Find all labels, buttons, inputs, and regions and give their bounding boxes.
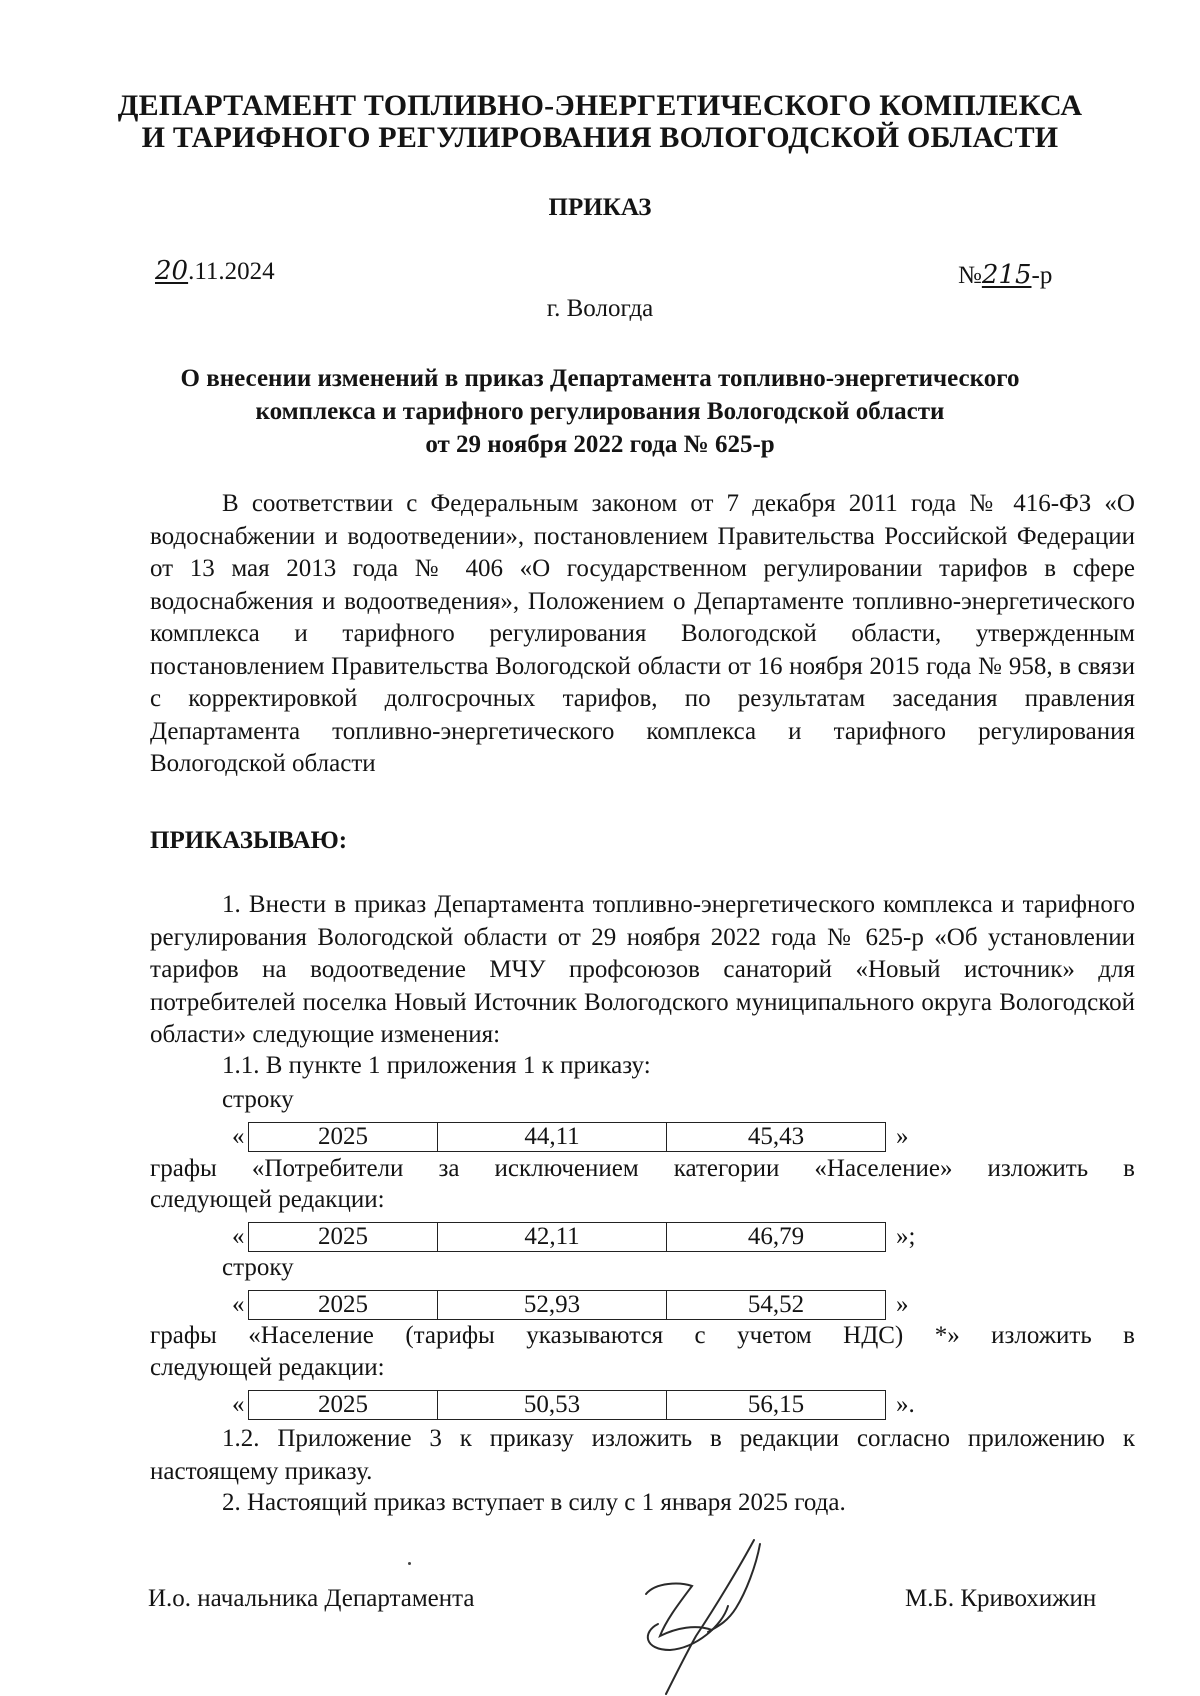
subject-line-2: комплекса и тарифного регулирования Вологодской области xyxy=(255,398,945,425)
cell-year: 2025 xyxy=(249,1391,438,1419)
stray-dot xyxy=(408,1562,411,1565)
cell-year: 2025 xyxy=(249,1291,438,1319)
header-line-2: И ТАРИФНОГО РЕГУЛИРОВАНИЯ ВОЛОГОДСКОЙ ОБЛАСТИ xyxy=(141,121,1059,154)
table-row xyxy=(232,1122,909,1152)
item-2: 2. Настоящий приказ вступает в силу с 1 января 2025 года. xyxy=(222,1489,846,1516)
close-quote: » xyxy=(896,1123,909,1150)
row-word-2: строку xyxy=(222,1254,294,1281)
city: г. Вологда xyxy=(546,295,654,322)
close-quote: »; xyxy=(896,1223,916,1250)
cell-value-1: 42,11 xyxy=(438,1223,667,1251)
order-number xyxy=(958,260,1052,290)
handwritten-signature xyxy=(636,1536,786,1696)
header-line-1: ДЕПАРТАМЕНТ ТОПЛИВНО-ЭНЕРГЕТИЧЕСКОГО КОМПЛЕКСА xyxy=(117,89,1083,122)
number-suffix: -р xyxy=(1031,262,1053,289)
cell-value-2: 46,79 xyxy=(747,1223,805,1250)
cell-value-1: 44,11 xyxy=(438,1123,667,1151)
cell-value-1: 52,93 xyxy=(438,1291,667,1319)
item-1-paragraph xyxy=(150,889,1135,1052)
department-header xyxy=(0,90,1200,154)
signatory-position: И.о. начальника Департамента xyxy=(148,1585,475,1612)
table-row xyxy=(232,1290,909,1320)
signatory-name: М.Б. Кривохижин xyxy=(905,1585,1097,1612)
row-word-1: строку xyxy=(222,1086,294,1113)
cell-value-2: 56,15 xyxy=(747,1391,805,1418)
table-row xyxy=(232,1222,915,1252)
next-edition-2: следующей редакции: xyxy=(150,1354,385,1381)
close-quote: » xyxy=(896,1291,909,1318)
cell-value-1: 50,53 xyxy=(438,1391,667,1419)
subject-line-1: О внесении изменений в приказ Департамента топливно-энергетического xyxy=(180,365,1020,392)
open-quote: « xyxy=(232,1291,245,1318)
preamble-text: В соответствии с Федеральным законом от 7 декабря 2011 года № 416-ФЗ «О водоснабжении и водоотведении», постановлением Правительства Российской Федерации от 13 мая 2013 года № 406 «О государственном регулировании тарифов в сфере водоснабжения и водоотведения», Положением о Департаменте топливно-энергетического комплекса и тарифного регулирования Вологодской области, утвержденным постановлением Правительства Вологодской области от 16 ноября 2015 года № 958, в связи с корректировкой долгосрочных тарифов, по результатам заседания правления Департамента топливно-энергетического комплекса и тарифного регулирования Вологодской области xyxy=(150,490,1135,777)
item-1-text: 1. Внести в приказ Департамента топливно-энергетического комплекса и тарифного регулирования Вологодской области от 29 ноября 2022 года № 625-р «Об установлении тарифов на водоотведение МЧУ профсоюзов санаторий «Новый источник» для потребителей поселка Новый Источник Вологодского муниципального округа Вологодской области» следующие изменения: xyxy=(150,891,1135,1048)
preamble-paragraph xyxy=(150,488,1135,781)
cell-value-2: 45,43 xyxy=(747,1123,805,1150)
tariff-table-row-1 xyxy=(248,1122,886,1152)
cell-year: 2025 xyxy=(249,1223,438,1251)
open-quote: « xyxy=(232,1123,245,1150)
consumers-column-line: графы «Потребители за исключением категории «Население» изложить в xyxy=(150,1155,1135,1182)
table-row xyxy=(232,1390,915,1420)
open-quote: « xyxy=(232,1391,245,1418)
handwritten-number: 215 xyxy=(981,260,1032,290)
tariff-table-row-3 xyxy=(248,1290,886,1320)
tariff-table-row-2 xyxy=(248,1222,886,1252)
date-rest: .11.2024 xyxy=(188,258,275,285)
cell-value-2: 54,52 xyxy=(747,1291,805,1318)
cell-year: 2025 xyxy=(249,1123,438,1151)
subject-line-3: от 29 ноября 2022 года № 625-р xyxy=(425,431,775,458)
number-prefix: № xyxy=(958,262,982,289)
document-type: ПРИКАЗ xyxy=(548,194,652,221)
population-column-line: графы «Население (тарифы указываются с учетом НДС) *» изложить в xyxy=(150,1322,1135,1349)
order-date xyxy=(155,256,275,286)
order-subject xyxy=(150,362,1050,461)
item-1-1: 1.1. В пункте 1 приложения 1 к приказу: xyxy=(222,1052,651,1079)
tariff-table-row-4 xyxy=(248,1390,886,1420)
close-quote: ». xyxy=(896,1391,915,1418)
open-quote: « xyxy=(232,1223,245,1250)
item-1-2-paragraph xyxy=(150,1423,1135,1488)
next-edition-1: следующей редакции: xyxy=(150,1186,385,1213)
item-1-2-text: 1.2. Приложение 3 к приказу изложить в редакции согласно приложению к настоящему приказу. xyxy=(150,1425,1135,1485)
orders-word: ПРИКАЗЫВАЮ: xyxy=(150,827,348,854)
handwritten-day: 20 xyxy=(155,256,189,286)
